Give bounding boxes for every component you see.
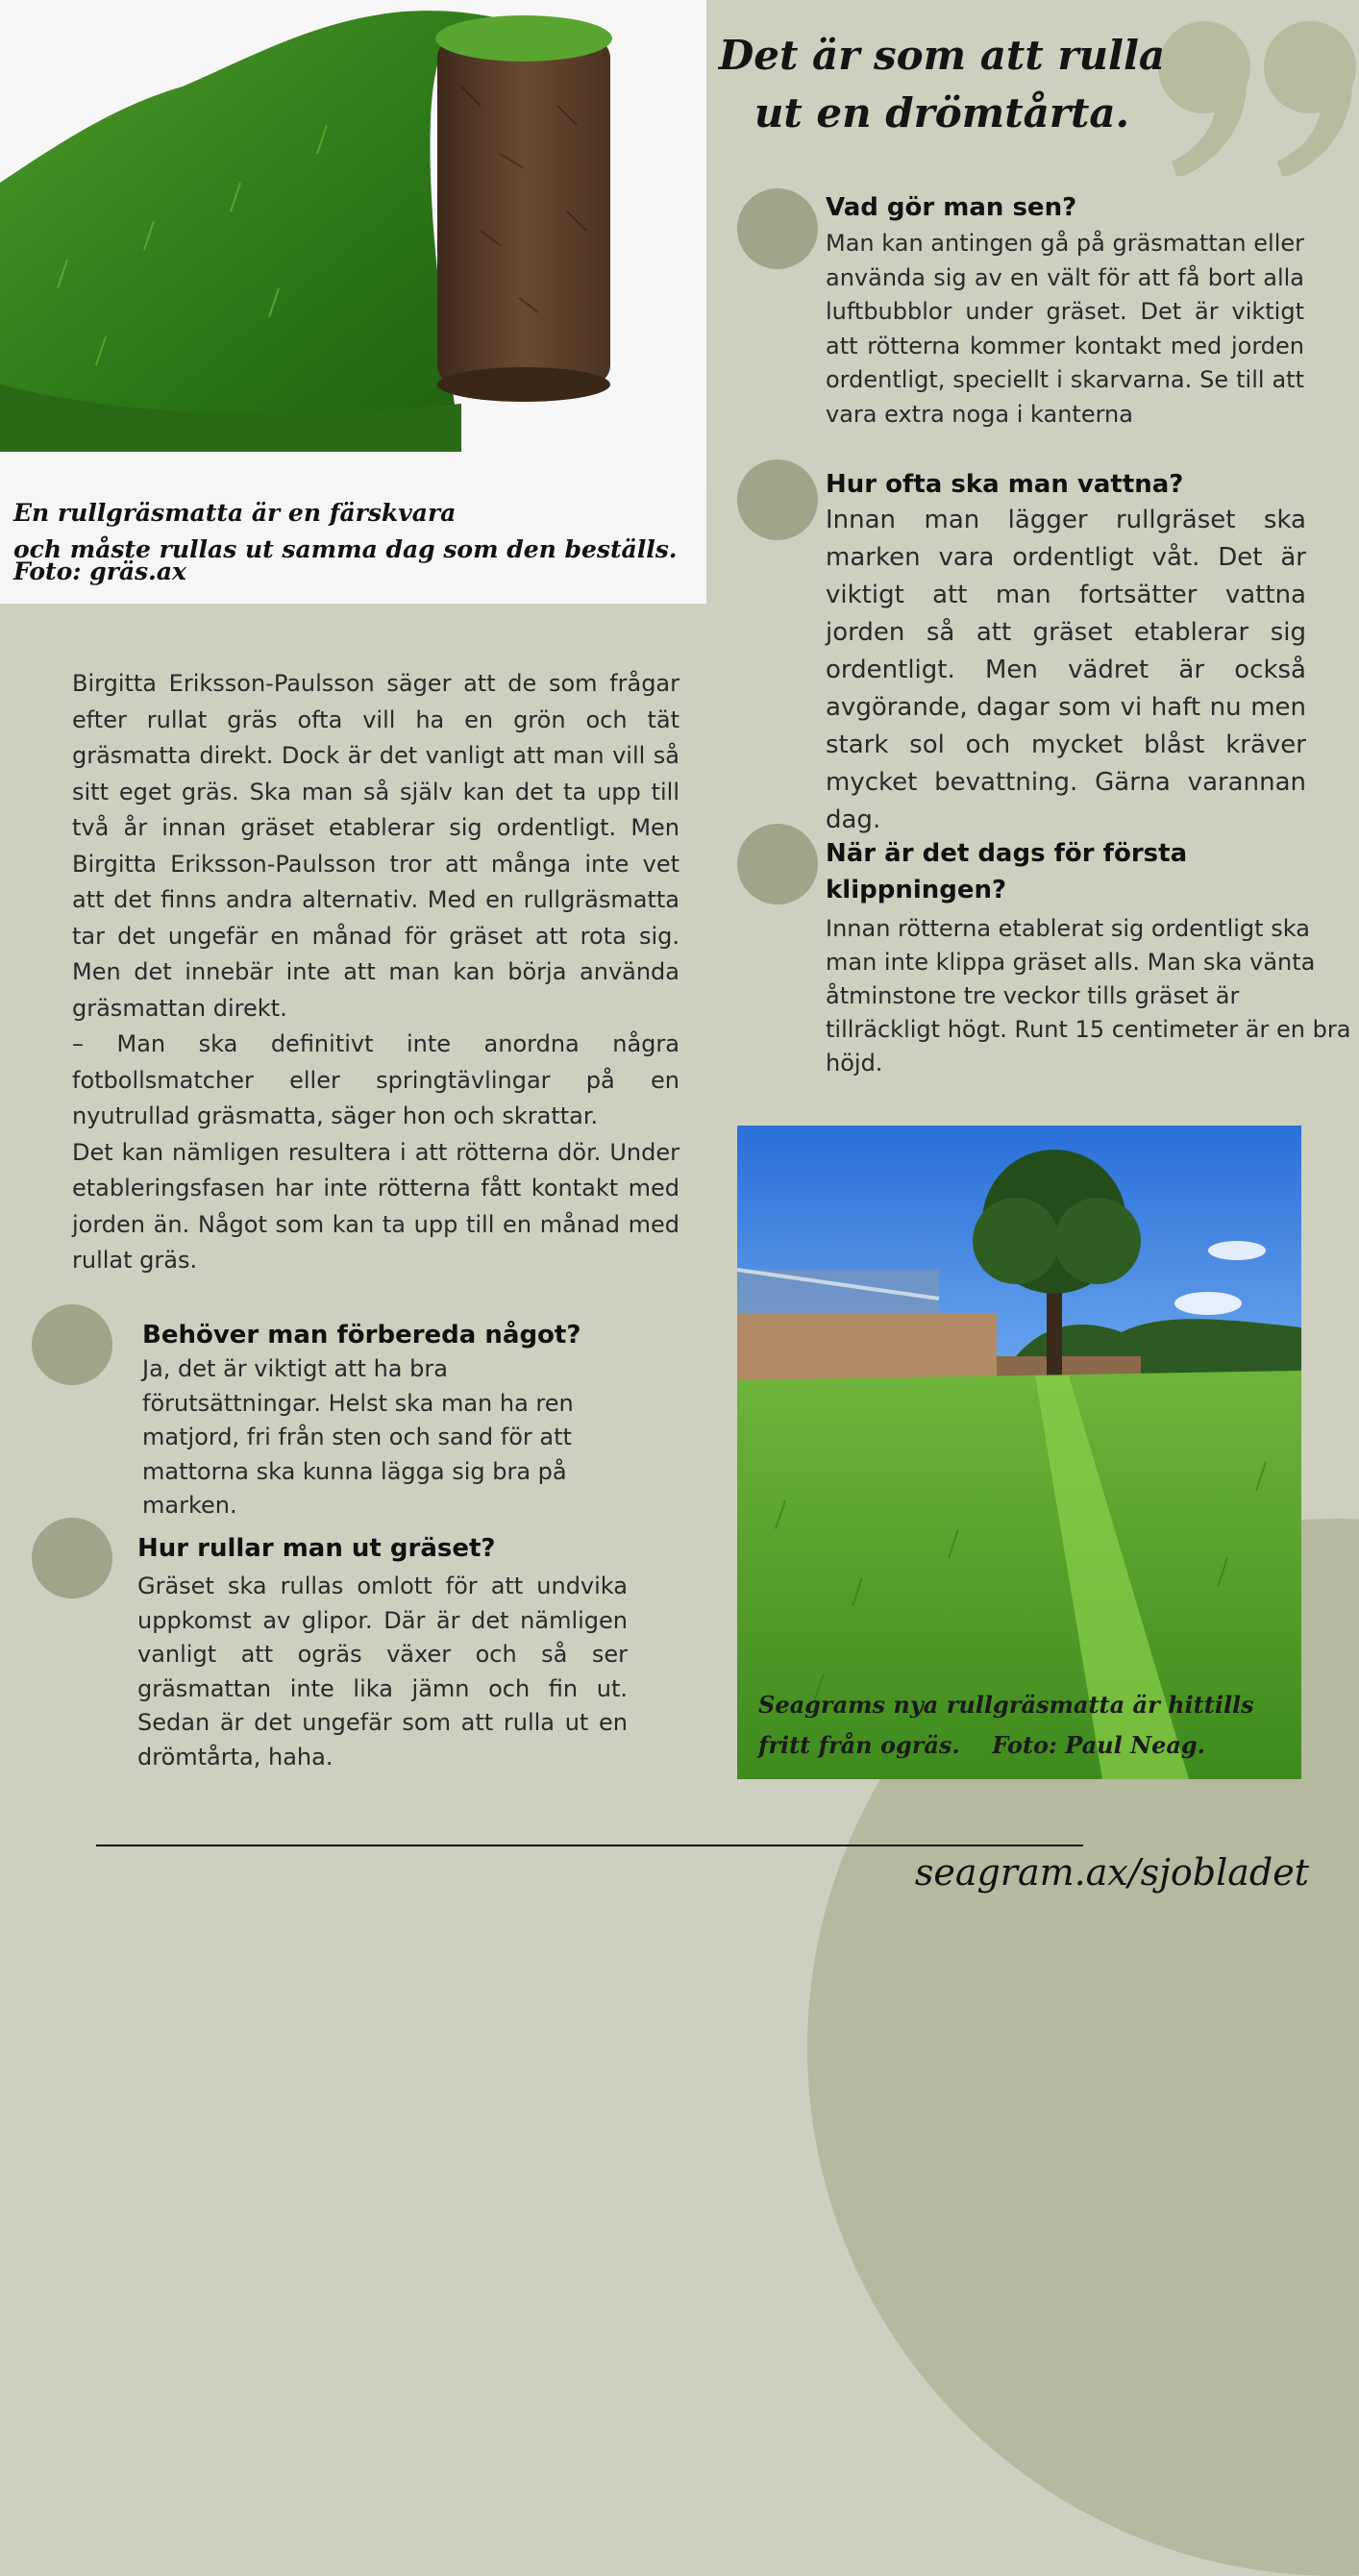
pull-quote bbox=[711, 27, 1173, 142]
caption-line-1: Seagrams nya rullgräsmatta är hittills bbox=[758, 1691, 1254, 1719]
quotation-mark-icon bbox=[1158, 17, 1359, 176]
footer-url: seagram.ax/sjobladet bbox=[914, 1851, 1309, 1894]
qa-answer: Innan rötterna etablerat sig ordentligt ska man inte klippa gräset alls. Man ska vänta åtminstone tre veckor tills gräset är tillräckligt högt. Runt 15 centimeter är en bra höjd. bbox=[826, 915, 1351, 1077]
qa-answer: Gräset ska rullas omlott för att undvika uppkomst av glipor. Där är det nämligen vanligt att ogräs växer och så ser gräsmattan inte lika jämn och fin ut. Sedan är det ungefär som att rulla ut en drömtårta, haha. bbox=[137, 1573, 628, 1771]
qa-question: Behöver man förbereda något? bbox=[142, 1321, 581, 1350]
body-paragraph: – Man ska definitivt inte anordna några fotbollsmatcher eller springtävlingar på en nyutrullad gräsmatta, säger hon och skrattar. bbox=[72, 1030, 680, 1129]
lawn-photo-caption bbox=[758, 1685, 1297, 1766]
quote-line-1: Det är som att rulla bbox=[718, 32, 1166, 79]
qa-answer: Ja, det är viktigt att ha bra förutsättningar. Helst ska man ha ren matjord, fri från sten och sand för att mattorna ska kunna lägga sig bra på marken. bbox=[142, 1355, 574, 1519]
article-body bbox=[72, 666, 680, 1279]
qa-question: Hur ofta ska man vattna? bbox=[826, 470, 1184, 499]
body-paragraph: Birgitta Eriksson-Paulsson säger att de som frågar efter rullat gräs ofta vill ha en grön och tät gräsmatta direkt. Dock är det vanligt att man vill så sitt eget gräs. Ska man så själv kan det ta upp till två år innan gräset etablerar sig ordentligt. Men Birgitta Eriksson-Paulsson tror att många inte vet att det finns andra alternativ. Med en rullgräsmatta tar det ungefär en månad för gräset att rota sig. Men det innebär inte att man kan börja använda gräsmattan direkt. bbox=[72, 670, 680, 1022]
bullet-circle bbox=[737, 459, 818, 540]
bullet-circle bbox=[32, 1304, 112, 1385]
rolled-turf-photo bbox=[0, 0, 706, 604]
qa-question: När är det dags för första klippningen? bbox=[826, 839, 1188, 904]
bullet-circle bbox=[32, 1518, 112, 1598]
caption-line-1: En rullgräsmatta är en färskvara bbox=[13, 499, 457, 527]
rolled-turf-image bbox=[0, 0, 706, 481]
bullet-circle bbox=[737, 824, 818, 904]
bullet-circle bbox=[737, 188, 818, 269]
qa-answer: Innan man lägger rullgräset ska marken vara ordentligt våt. Det är viktigt att man fortsätter vattna jorden så att gräset etablerar sig ordentligt. Men vädret är också avgörande, dagar som vi haft nu men stark sol och mycket blåst kräver mycket bevattning. Gärna varannan dag. bbox=[826, 506, 1306, 834]
qa-answer: Man kan antingen gå på gräsmattan eller använda sig av en vält för att få bort alla luftbubblor under gräset. Det är viktigt att rötterna kommer kontakt med jorden ordentligt, speciellt i skarvarna. Se till att vara extra noga i kanterna bbox=[826, 230, 1304, 428]
caption-line-2: och måste rullas ut samma dag som den beställs. bbox=[13, 535, 678, 563]
caption-line-2: fritt från ogräs. Foto: Paul Neag. bbox=[758, 1731, 1206, 1759]
body-paragraph: Det kan nämligen resultera i att rötterna dör. Under etableringsfasen har inte rötterna fått kontakt med jorden än. Något som kan ta upp till en månad med rullat gräs. bbox=[72, 1138, 680, 1274]
lawn-image bbox=[737, 1126, 1301, 1779]
quote-line-2: ut en drömtårta. bbox=[754, 89, 1130, 136]
qa-question: Vad gör man sen? bbox=[826, 193, 1077, 222]
photo-caption bbox=[13, 495, 686, 583]
lawn-photo bbox=[737, 1126, 1301, 1779]
photo-credit: Foto: gräs.ax bbox=[13, 557, 186, 585]
qa-question: Hur rullar man ut gräset? bbox=[137, 1534, 496, 1563]
